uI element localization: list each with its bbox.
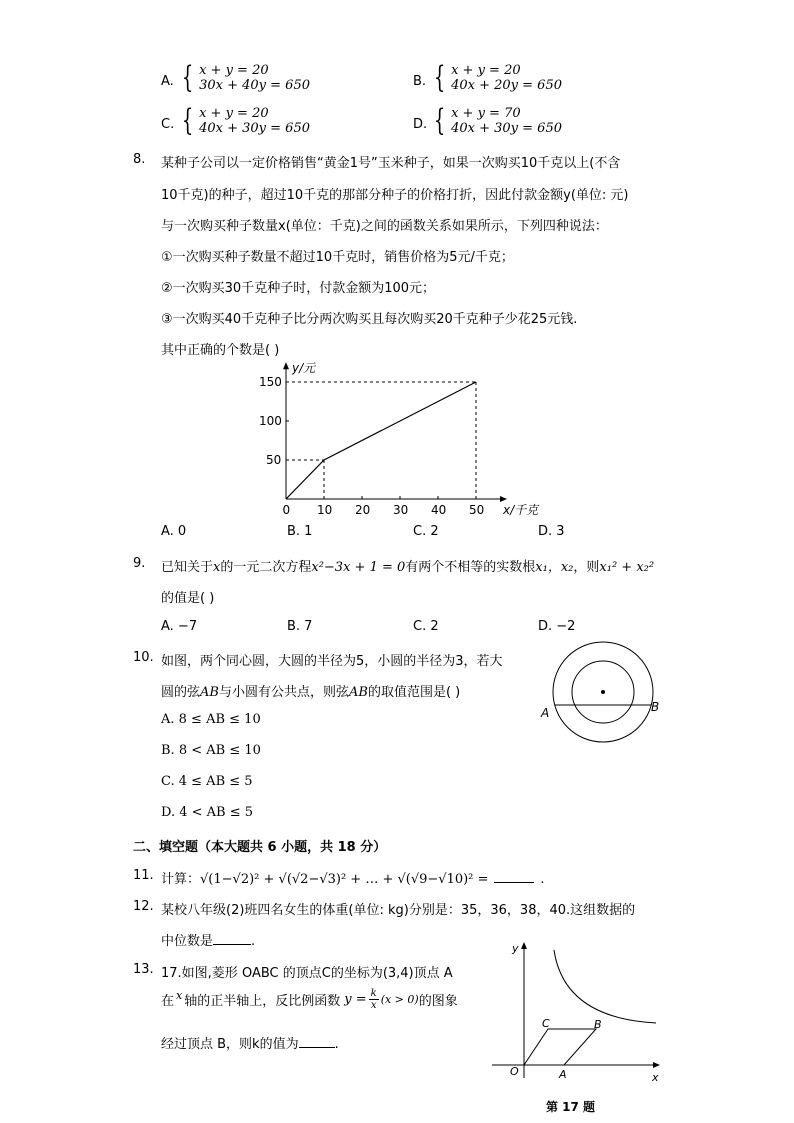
q7-b-eq2: 40x + 20y = 650: [451, 78, 562, 93]
q7-option-d-label: D.: [413, 117, 428, 132]
q12-answer-blank[interactable]: [213, 944, 251, 945]
q7-d-eq1: x + y = 70: [451, 106, 521, 121]
q8-line2: 10千克)的种子，超过10千克的那部分种子的价格打折，因此付款金额y(单位: 元): [161, 188, 629, 203]
q9-number: 9.: [133, 556, 146, 571]
q11-expression: √(1−√2)² + √(√2−√3)² + … + √(√9−√10)² =: [200, 872, 489, 887]
q13-text-c: 轴的正半轴上，反比例函数: [184, 994, 341, 1009]
q9-line2: 的值是( ): [161, 591, 215, 606]
q9-text-b: 的一元二次方程: [220, 560, 312, 575]
q9-line1: [161, 556, 654, 575]
x-axis-label: x/千克: [503, 503, 539, 517]
x-tick-label: 10: [317, 503, 333, 517]
q10-option-b: B. 8 < AB ≤ 10: [161, 743, 261, 758]
q7-a-eq1: x + y = 20: [199, 63, 269, 78]
q8-statement-3: ③一次购买40千克种子比分两次购买且每次购买20千克种子少花25元钱.: [161, 312, 578, 327]
q9-roots: x₁，x₂: [535, 560, 574, 575]
o-label: O: [510, 1065, 519, 1078]
q9-option-d: D. −2: [538, 619, 576, 634]
q10-line1: 如图，两个同心圆，大圆的半径为5，小圆的半径为3，若大: [161, 654, 503, 669]
q7-option-b-label: B.: [413, 74, 427, 89]
q12-text: 中位数是: [161, 934, 214, 949]
x-axis-arrow-icon: [500, 496, 507, 502]
q7-option-c-label: C.: [161, 117, 175, 132]
label-a: A: [541, 706, 550, 720]
q8-statement-2: ②一次购买30千克种子时，付款金额为100元；: [161, 281, 436, 296]
x-label: x: [652, 1071, 659, 1084]
y-tick-label: 150: [259, 375, 282, 389]
a-label: A: [559, 1068, 567, 1081]
q8-statement-1: ①一次购买种子数量不超过10千克时，销售价格为5元/千克；: [161, 250, 514, 265]
q10-line2: [161, 681, 460, 700]
q8-number: 8.: [133, 152, 146, 167]
q13-fraction: [369, 988, 379, 1011]
q13-number: 13.: [133, 962, 154, 977]
q12-line1: 某校八年级(2)班四名女生的体重(单位: kg)分别是：35，36，38，40.这组数据的: [161, 903, 636, 918]
q8-question: 其中正确的个数是( ): [161, 343, 280, 358]
figure-caption: 第 17 题: [546, 1100, 596, 1114]
q7-option-d: [430, 103, 562, 138]
q9-text-c: 有两个不相等的实数根: [405, 560, 536, 575]
x-tick-label: 30: [393, 503, 409, 517]
q11-answer-blank[interactable]: [494, 882, 534, 883]
q13-func-condition: (x > 0): [380, 993, 419, 1006]
q7-b-eq1: x + y = 20: [451, 63, 521, 78]
q13-line1: 17.如图,菱形 OABC 的顶点C的坐标为(3,4)顶点 A: [161, 966, 453, 981]
q13-text: 经过顶点 B，则k的值为: [161, 1037, 299, 1052]
y-axis-label: y/元: [292, 361, 316, 376]
x-tick-label: 20: [355, 503, 371, 517]
q9-var-x: x: [213, 560, 221, 575]
q12-number: 12.: [133, 899, 154, 914]
q8-option-b: B. 1: [287, 524, 313, 539]
q10-ab-2: AB: [348, 685, 368, 700]
q10-number: 10.: [133, 650, 154, 665]
brace-icon: {: [181, 103, 194, 138]
q13-figure: [486, 938, 666, 1120]
q9-expression: x₁² + x₂²: [599, 560, 655, 575]
q10-text-b: 与小圆有公共点，则弦: [218, 685, 349, 700]
q7-option-a: [178, 60, 310, 95]
q8-line1: 某种子公司以一定价格销售“黄金1号”玉米种子，如果一次购买10千克以上(不含: [161, 156, 621, 171]
q10-option-a: A. 8 ≤ AB ≤ 10: [161, 712, 261, 727]
q8-option-d: D. 3: [538, 524, 565, 539]
q7-d-eq2: 40x + 30y = 650: [451, 121, 562, 136]
q9-text-a: 已知关于: [161, 560, 214, 575]
q13-answer-blank[interactable]: [299, 1047, 335, 1048]
q11-suffix: .: [540, 872, 545, 887]
q13-var-x: x: [176, 989, 183, 1002]
q13-func-k: k: [370, 988, 377, 999]
q10-text-a: 圆的弦: [161, 685, 201, 700]
q13-line2: [161, 988, 458, 1011]
q10-ab-1: AB: [200, 685, 219, 700]
q13-text-d: 的图象: [418, 994, 458, 1009]
q9-option-b: B. 7: [287, 619, 313, 634]
q10-figure: [538, 636, 668, 768]
center-point: [601, 690, 605, 694]
brace-icon: {: [181, 60, 194, 95]
q8-line3: 与一次购买种子数量x(单位：千克)之间的函数关系如果所示，下列四种说法：: [161, 219, 608, 234]
x-axis-arrow-icon: [653, 1062, 660, 1068]
q7-option-a-label: A.: [161, 74, 174, 89]
q13-suffix: .: [334, 1037, 339, 1052]
y-label: y: [512, 942, 519, 955]
q13-func-y: y =: [344, 992, 367, 1007]
y-tick-label: 50: [266, 453, 282, 467]
q9-text-d: ，则: [573, 560, 600, 575]
section-2-title: 二、填空题（本大题共 6 小题，共 18 分）: [133, 840, 387, 855]
q9-option-a: A. −7: [161, 619, 198, 634]
q9-option-c: C. 2: [413, 619, 439, 634]
x-tick-label: 0: [282, 503, 291, 517]
label-b: B: [651, 700, 660, 714]
q13-text-a: 在: [161, 994, 175, 1009]
x-tick-label: 50: [469, 503, 485, 517]
q13-func-x: x: [370, 1000, 377, 1011]
rhombus-oabc: [524, 1029, 596, 1065]
q7-a-eq2: 30x + 40y = 650: [199, 78, 310, 93]
q12-suffix: .: [251, 934, 256, 949]
q7-c-eq1: x + y = 20: [199, 106, 269, 121]
brace-icon: {: [433, 60, 446, 95]
q10-text-c: 的取值范围是( ): [367, 685, 461, 700]
series-line: [286, 382, 476, 499]
hyperbola-curve: [554, 950, 656, 1023]
c-label: C: [542, 1017, 550, 1030]
q8-option-c: C. 2: [413, 524, 439, 539]
brace-icon: {: [433, 103, 446, 138]
y-axis-arrow-icon: [521, 942, 527, 949]
q11-number: 11.: [133, 868, 154, 883]
q10-option-c: C. 4 ≤ AB ≤ 5: [161, 774, 253, 789]
q11-prefix: 计算：: [161, 872, 201, 887]
y-tick-label: 100: [259, 414, 282, 428]
q7-c-eq2: 40x + 30y = 650: [199, 121, 310, 136]
q8-option-a: A. 0: [161, 524, 187, 539]
x-tick-label: 40: [431, 503, 447, 517]
q13-line3: [161, 1033, 339, 1052]
q8-chart: [250, 358, 550, 520]
q9-equation: x²−3x + 1 = 0: [311, 560, 406, 575]
y-axis-arrow-icon: [283, 362, 289, 369]
q10-option-d: D. 4 < AB ≤ 5: [161, 805, 254, 820]
q7-option-c: [178, 103, 310, 138]
q11-line: [161, 868, 545, 887]
q7-option-b: [430, 60, 562, 95]
q12-line2: [161, 930, 255, 949]
b-label: B: [594, 1018, 602, 1031]
